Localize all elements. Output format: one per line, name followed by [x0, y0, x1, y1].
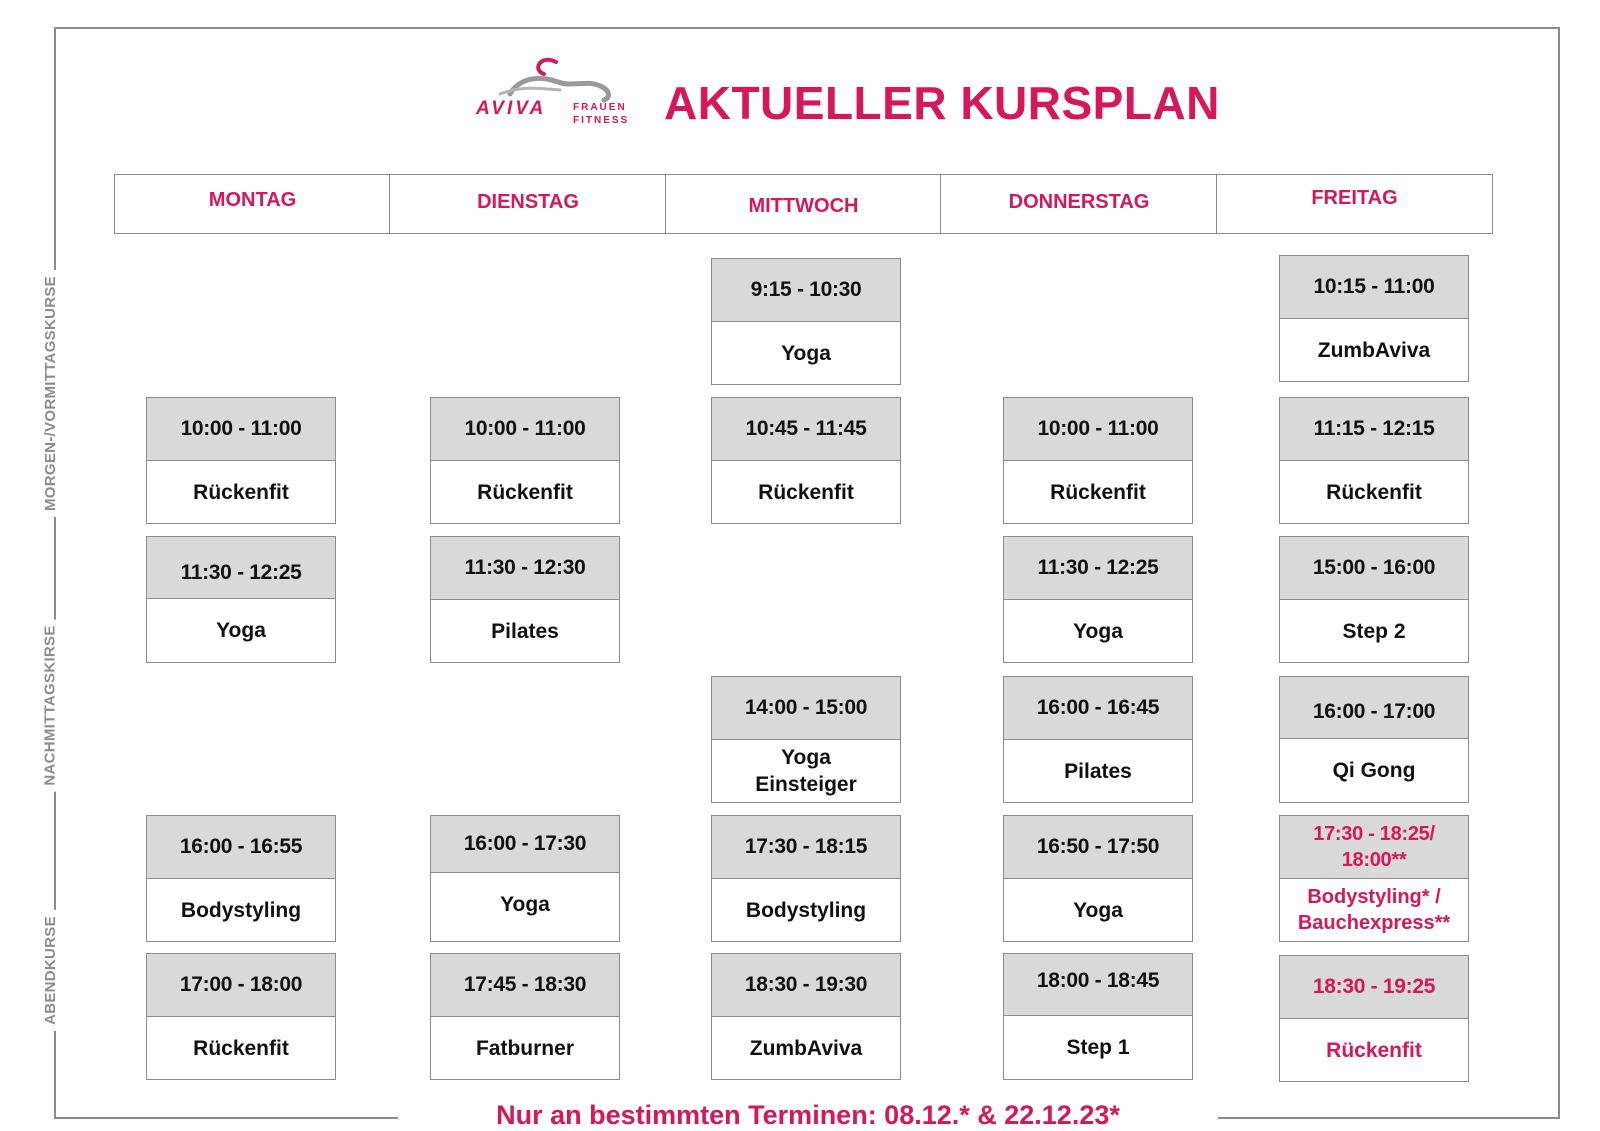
course-time: 17:00 - 18:00 — [147, 954, 335, 1017]
frame-right-line — [1558, 27, 1560, 1119]
course-card-mon-3 — [146, 815, 336, 942]
course-time: 11:30 - 12:25 — [1004, 537, 1192, 600]
course-time: 14:00 - 15:00 — [712, 677, 900, 740]
course-card-thu-5 — [1003, 953, 1193, 1080]
day-header-tuesday: DIENSTAG — [389, 174, 667, 234]
course-name: Yoga Einsteiger — [755, 746, 857, 796]
side-label-afternoon: NACHMITTAGSKIRSE — [38, 615, 62, 795]
course-name: Rückenfit — [193, 480, 289, 504]
course-name: Yoga — [500, 892, 550, 916]
course-card-mon-4 — [146, 953, 336, 1080]
course-card-fri-3 — [1279, 536, 1469, 663]
course-name: Rückenfit — [1050, 480, 1146, 504]
frame-top-line — [54, 27, 1560, 29]
course-card-fri-1 — [1279, 255, 1469, 382]
course-time: 16:00 - 17:30 — [431, 816, 619, 873]
day-header-wednesday: MITTWOCH — [665, 174, 942, 234]
course-name: ZumbAviva — [1317, 338, 1431, 362]
course-time: 10:00 - 11:00 — [431, 398, 619, 461]
course-name: Yoga — [781, 341, 831, 365]
course-name: Pilates — [1064, 759, 1132, 783]
day-header-monday: MONTAG — [114, 174, 391, 234]
course-time: 16:00 - 16:55 — [147, 816, 335, 879]
side-label-evening: ABENDKURSE — [38, 910, 62, 1030]
logo-subtitle: FRAUEN FITNESS — [573, 102, 630, 126]
course-card-wed-2 — [711, 397, 901, 524]
course-time: 16:00 - 17:00 — [1280, 677, 1468, 739]
course-card-fri-2 — [1279, 397, 1469, 524]
course-time: 11:15 - 12:15 — [1280, 398, 1468, 461]
course-name: Step 1 — [1066, 1035, 1130, 1059]
course-name: Qi Gong — [1332, 758, 1416, 782]
course-card-wed-3 — [711, 676, 901, 803]
course-name: Fatburner — [475, 1036, 574, 1060]
logo-brand-text: AVIVA — [476, 98, 547, 119]
course-time: 18:00 - 18:45 — [1004, 954, 1192, 1016]
course-card-fri-4 — [1279, 676, 1469, 803]
course-card-thu-3 — [1003, 676, 1193, 803]
course-card-tue-4 — [430, 953, 620, 1080]
course-name: Bodystyling — [180, 898, 302, 922]
course-card-thu-4 — [1003, 815, 1193, 942]
page-title: AKTUELLER KURSPLAN — [664, 77, 1220, 129]
course-name: Pilates — [491, 619, 559, 643]
course-name: Yoga — [1073, 619, 1123, 643]
course-card-thu-2 — [1003, 536, 1193, 663]
course-card-mon-2 — [146, 536, 336, 663]
course-card-fri-5 — [1279, 815, 1469, 942]
course-card-thu-1 — [1003, 397, 1193, 524]
course-card-tue-2 — [430, 536, 620, 663]
frame-bottom-right-line — [1218, 1117, 1560, 1119]
course-time: 18:30 - 19:25 — [1280, 956, 1468, 1019]
course-name: Rückenfit — [758, 480, 854, 504]
course-time: 10:15 - 11:00 — [1280, 256, 1468, 319]
course-card-tue-1 — [430, 397, 620, 524]
course-card-wed-5 — [711, 953, 901, 1080]
course-time: 10:00 - 11:00 — [147, 398, 335, 461]
course-card-mon-1 — [146, 397, 336, 524]
course-name: Rückenfit — [477, 480, 573, 504]
course-time: 11:30 - 12:30 — [431, 537, 619, 600]
frame-bottom-left-line — [54, 1117, 398, 1119]
course-name: Rückenfit — [1326, 1038, 1422, 1062]
course-time: 10:45 - 11:45 — [712, 398, 900, 461]
course-time: 17:30 - 18:15 — [712, 816, 900, 879]
course-card-fri-6 — [1279, 955, 1469, 1082]
course-time: 9:15 - 10:30 — [712, 259, 900, 322]
course-name: Yoga — [216, 618, 266, 642]
course-name: Yoga — [1073, 898, 1123, 922]
side-label-morning: MORGEN-/VORMITTAGSKURSE — [38, 258, 62, 528]
course-card-wed-4 — [711, 815, 901, 942]
course-name: Rückenfit — [1326, 480, 1422, 504]
course-time: 15:00 - 16:00 — [1280, 537, 1468, 600]
course-time: 17:45 - 18:30 — [431, 954, 619, 1017]
course-name: ZumbAviva — [749, 1036, 863, 1060]
course-name: Bodystyling* / Bauchexpress** — [1297, 886, 1451, 934]
course-time: 18:30 - 19:30 — [712, 954, 900, 1017]
course-time: 17:30 - 18:25/ 18:00** — [1280, 816, 1468, 879]
course-time: 10:00 - 11:00 — [1004, 398, 1192, 461]
course-card-wed-1 — [711, 258, 901, 385]
course-time: 11:30 - 12:25 — [147, 537, 335, 599]
course-time: 16:50 - 17:50 — [1004, 816, 1192, 879]
footer-note: Nur an bestimmten Terminen: 08.12.* & 22.12.23* — [496, 1100, 1120, 1130]
course-time: 16:00 - 16:45 — [1004, 677, 1192, 740]
course-card-tue-3 — [430, 815, 620, 942]
day-header-thursday: DONNERSTAG — [940, 174, 1218, 234]
day-header-friday: FREITAG — [1216, 174, 1493, 234]
course-name: Rückenfit — [193, 1036, 289, 1060]
course-name: Step 2 — [1342, 619, 1406, 643]
course-name: Bodystyling — [745, 898, 867, 922]
